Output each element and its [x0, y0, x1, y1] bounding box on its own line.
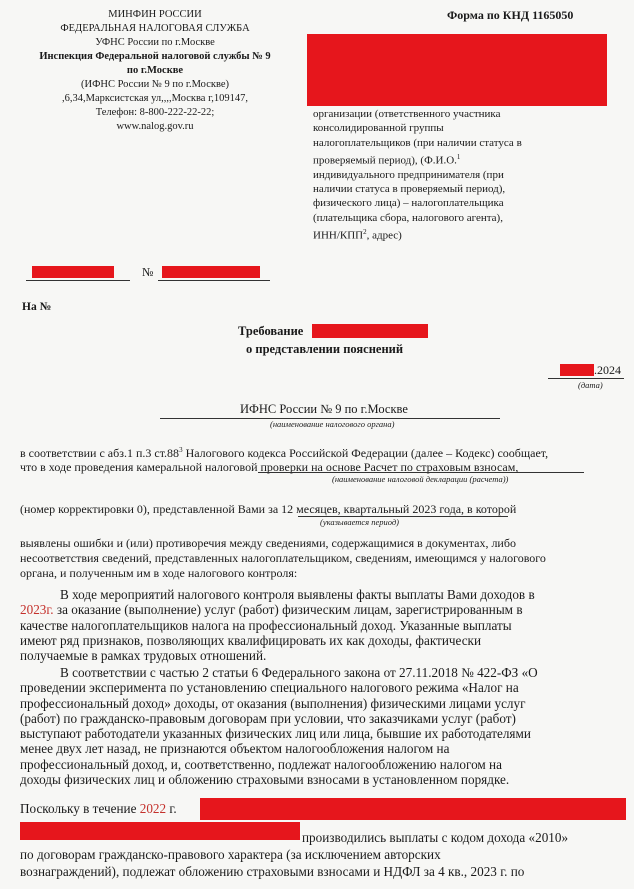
law-line: (работ) по гражданско-правовым договорам при условии, что заказчиками услуг (работ) — [20, 710, 516, 726]
paragraph-conclusion-start: Поскольку в течение 2022 г. — [20, 801, 177, 816]
findings-line: получаемые в рамках трудовых отношений. — [20, 648, 267, 664]
errors-line: несоответствия сведений, представленных налогоплательщиком, сведениям, имеющимся у налогового — [20, 551, 546, 565]
inspection-city: по г.Москве — [126, 65, 184, 76]
conclusion-line: по договорам гражданско-правового характера (за исключением авторских — [20, 847, 441, 862]
inspection-website: www.nalog.gov.ru — [116, 121, 194, 132]
findings-line: В ходе мероприятий налогового контроля выявлены факты выплаты Вами доходов в — [60, 587, 535, 602]
document-number-redaction — [162, 266, 260, 278]
authority-name: ИФНС России № 9 по г.Москве — [240, 402, 408, 416]
request-date-year: .2024 — [594, 363, 621, 377]
requirement-number-redaction — [312, 324, 428, 338]
number-underline — [158, 280, 270, 281]
declaration-underline — [258, 472, 584, 473]
paragraph-errors — [20, 536, 620, 581]
recipient-line: налогоплательщиков (при наличии статуса в — [313, 136, 522, 149]
issuer-header — [10, 8, 300, 134]
service-name: ФЕДЕРАЛЬНАЯ НАЛОГОВАЯ СЛУЖБА — [60, 23, 250, 34]
law-line: менее двух лет назад, не признаются объектом налогообложения налогом на — [20, 741, 450, 757]
footnote-mark: 1 — [456, 152, 461, 161]
document-subtitle: о представлении пояснений — [246, 342, 404, 356]
authority-caption: (наименование налогового органа) — [270, 419, 395, 429]
in-reply-to-label: На № — [22, 301, 52, 313]
document-title: Требование — [238, 324, 304, 338]
findings-line: 2023г. за оказание (выполнение) услуг (работ) физическим лицам, зарегистрированным в — [20, 602, 523, 618]
law-line: выступают работодатели указанных физических лиц или лица, бывшие их работодателями — [20, 726, 531, 742]
request-date-redaction — [560, 364, 594, 376]
paragraph-law-reference — [20, 665, 620, 787]
recipient-name-redaction — [307, 34, 607, 106]
recipient-caption — [313, 107, 543, 243]
inspection-name: Инспекция Федеральной налоговой службы № 9 — [39, 51, 271, 62]
recipient-line: организации (ответственного участника — [313, 108, 501, 120]
form-code: Форма по КНД 1165050 — [447, 8, 574, 22]
conclusion-year: 2022 — [139, 801, 167, 816]
recipient-line: проверяемый период), (Ф.И.О.$^1$ — [313, 152, 461, 167]
period-caption: (указывается период) — [320, 517, 400, 527]
number-sign: № — [142, 265, 154, 279]
law-line: доходы физических лиц и обложению страховыми взносами в установленном порядке. — [20, 772, 510, 788]
paragraph-legal-basis — [20, 443, 620, 474]
declaration-caption: (наименование налоговой декларации (расчета)) — [332, 474, 509, 484]
inspection-phone: Телефон: 8-800-222-22-22; — [95, 107, 215, 118]
date-underline — [26, 280, 130, 281]
recipient-line: физического лица) – налогоплательщика — [313, 197, 504, 210]
legal-basis-line: в соответствии с абз.1 п.3 $ст.88^3$ Налогового кодекса Российской Федерации (далее – Кодекс) сообщает, — [20, 446, 549, 460]
findings-year: 2023г. — [20, 602, 54, 618]
regional-office: УФНС России по г.Москве — [95, 37, 215, 48]
errors-line: выявлены ошибки и (или) противоречия между сведениями, содержащимися в документах, либо — [20, 536, 516, 550]
footnote-mark: 3 — [179, 446, 183, 454]
law-line: профессиональный доход, и, соответственно, подлежат налогообложению налогом на — [20, 756, 502, 772]
document-date-redaction — [32, 266, 114, 278]
law-line: В соответствии с частью 2 статьи 6 Федерального закона от 27.11.2018 № 422-ФЗ «О — [60, 665, 538, 680]
recipient-line: индивидуального предпринимателя (при — [313, 168, 504, 181]
law-line: профессиональный доход» доходы, от оказания (выполнения) физическими лицами услуг — [20, 695, 526, 711]
footnote-mark: 2 — [363, 228, 367, 237]
inspection-short-name: (ИФНС России № 9 по г.Москве) — [80, 79, 230, 90]
errors-line: органа, и полученным им в ходе налогового контроля: — [20, 566, 298, 580]
recipient-line: (плательщика сбора, налогового агента), — [313, 211, 503, 224]
recipient-line: ИНН/КПП$^2$, адрес) — [313, 228, 402, 242]
law-line: проведении эксперимента по установлению специального налогового режима «Налог на — [20, 680, 519, 696]
counterparty-redaction — [200, 798, 626, 820]
recipient-line: наличии статуса в проверяемый период), — [313, 183, 506, 196]
recipient-line: консолидированной группы — [313, 122, 444, 135]
findings-line: качестве налогоплательщиков налога на профессиональный доход. Указанные выплаты — [20, 617, 512, 633]
request-date-caption: (дата) — [578, 380, 603, 390]
ministry-name: МИНФИН РОССИИ — [108, 9, 202, 20]
paragraph-period: (номер корректировки 0), представленной Вами за 12 месяцев, квартальный 2023 года, в которой — [20, 502, 517, 516]
conclusion-line: вознаграждений), подлежат обложению страховыми взносами и НДФЛ за 4 кв., 2023 г. по — [20, 864, 525, 879]
request-date-underline — [548, 378, 624, 379]
conclusion-line: производились выплаты с кодом дохода «2010» — [302, 830, 569, 845]
counterparty-redaction — [20, 822, 300, 840]
legal-basis-line: что в ходе проведения камеральной налоговой проверки на основе Расчет по страховым взносам, — [20, 460, 519, 474]
paragraph-findings — [20, 587, 620, 663]
inspection-address: ,6,34,Марксистская ул,,,,Москва г,109147, — [62, 93, 248, 104]
findings-line: имеют ряд признаков, позволяющих квалифицировать их как доходы, фактически — [20, 632, 482, 648]
